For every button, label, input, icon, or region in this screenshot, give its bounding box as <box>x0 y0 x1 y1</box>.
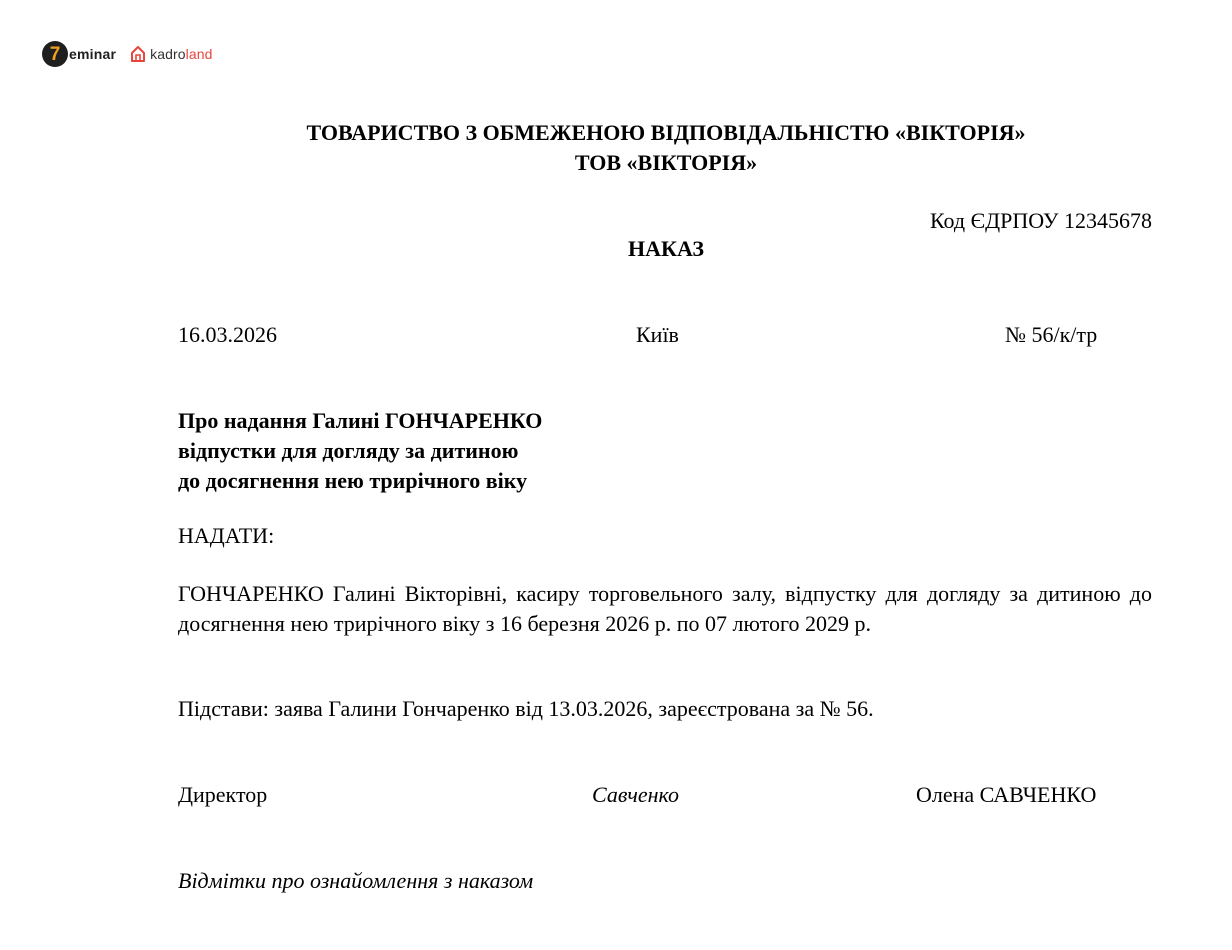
organization-short-name: ТОВ «ВІКТОРІЯ» <box>574 150 758 175</box>
signer-name: Олена САВЧЕНКО <box>916 782 1097 807</box>
seminar-logo-digit: 7 <box>49 44 61 65</box>
organization-full-name: ТОВАРИСТВО З ОБМЕЖЕНОЮ ВІДПОВІДАЛЬНІСТЮ «ВІКТОРІЯ» <box>306 120 1026 145</box>
subject-line: Про надання Галині ГОНЧАРЕНКО <box>178 408 543 433</box>
kadroland-house-icon <box>130 45 146 63</box>
acquaintance-marks: Відмітки про ознайомлення з наказом <box>178 868 534 893</box>
grant-heading: НАДАТИ: <box>178 523 275 548</box>
order-body-paragraph: ГОНЧАРЕНКО Галині Вікторівні, касиру торговельного залу, відпустку для догляду за дитиною до досягнення нею трирічного віку з 16 березня 2026 р. по 07 лютого 2029 р. <box>178 581 1152 636</box>
kadroland-logo-word <box>150 46 212 62</box>
seminar-badge-icon <box>42 41 68 67</box>
kadroland-logo <box>130 45 212 63</box>
signer-position: Директор <box>178 782 268 807</box>
order-city: Київ <box>636 322 679 347</box>
kadroland-logo-part2: land <box>185 46 213 62</box>
order-title: НАКАЗ <box>628 236 704 261</box>
subject-line: відпустки для догляду за дитиною <box>178 438 519 463</box>
order-number: № 56/к/тр <box>1005 322 1098 347</box>
header-logos <box>42 38 213 70</box>
edrpou-code: Код ЄДРПОУ 12345678 <box>929 208 1152 233</box>
seminar-logo-word: eminar <box>69 46 117 62</box>
order-date: 16.03.2026 <box>178 322 277 347</box>
kadroland-logo-part1: kadro <box>150 46 186 62</box>
seminar-logo <box>42 41 116 67</box>
order-subject <box>178 406 542 496</box>
subject-line: до досягнення нею трирічного віку <box>178 468 528 493</box>
signature: Савченко <box>592 782 680 807</box>
order-basis: Підстави: заява Галини Гончаренко від 13.03.2026, зареєстрована за № 56. <box>178 696 874 721</box>
